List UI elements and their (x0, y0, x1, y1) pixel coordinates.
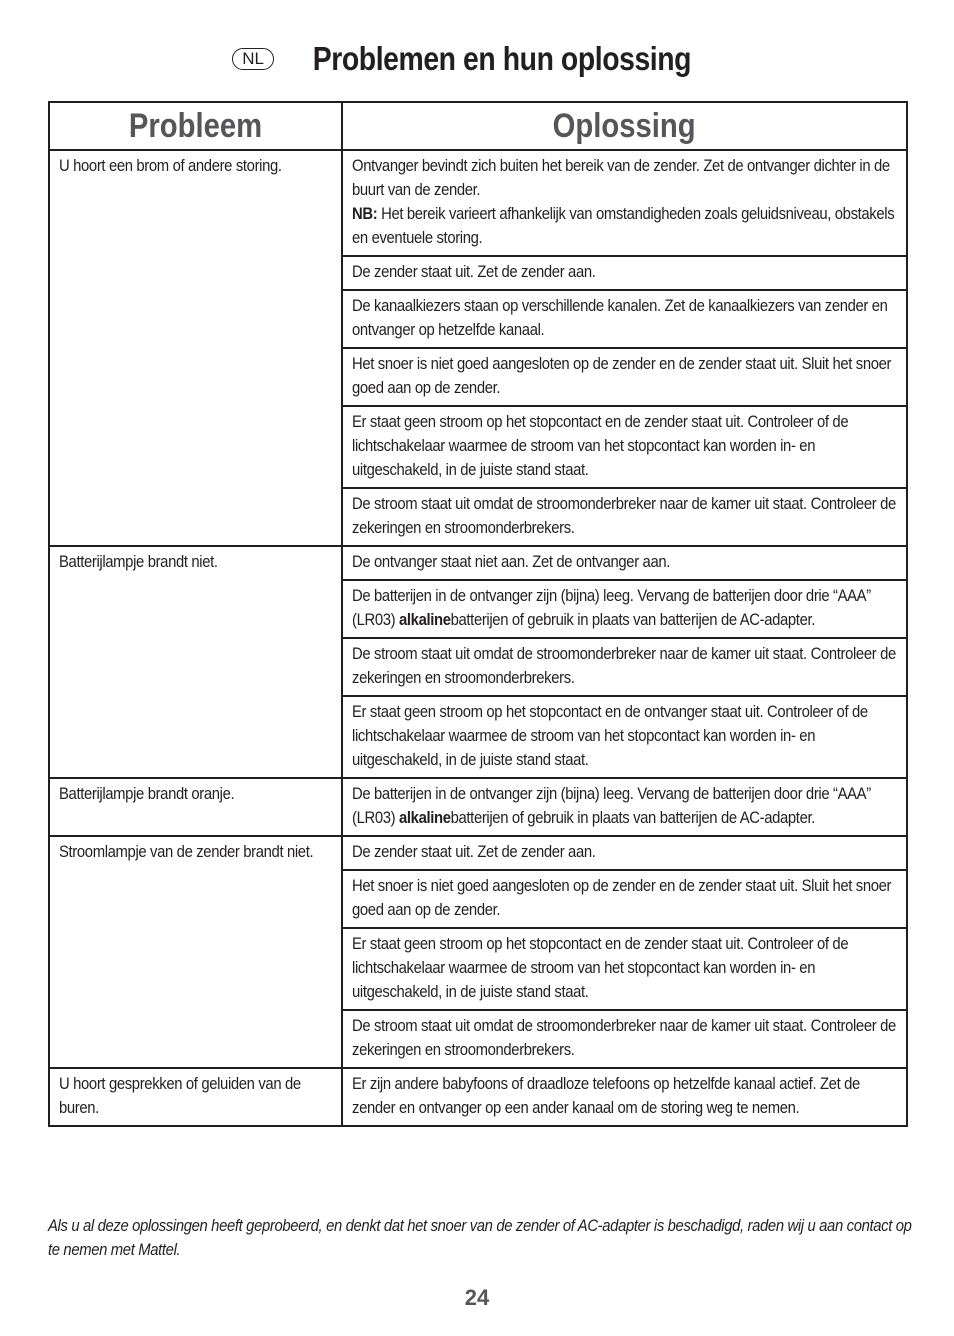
page-title: Problemen en hun oplossing (312, 40, 692, 77)
solution-cell: De zender staat uit. Zet de zender aan. (342, 836, 907, 870)
problem-cell: Stroomlampje van de zender brandt niet. (49, 836, 342, 1068)
footnote: Als u al deze oplossingen heeft geprobeerd, en denkt dat het snoer van de zender of AC-adapter is beschadigd, raden wij u aan contact op te nemen met Mattel. (48, 1217, 912, 1259)
solution-cell: De kanaalkiezers staan op verschillende kanalen. Zet de kanaalkiezers van zender en ontvanger op hetzelfde kanaal. (342, 290, 907, 348)
column-header-solution: Oplossing (342, 102, 907, 150)
table-row (49, 1068, 907, 1126)
solution-cell: De stroom staat uit omdat de stroomonderbreker naar de kamer uit staat. Controleer de zekeringen en stroomonderbrekers. (342, 1010, 907, 1068)
problem-cell: Batterijlampje brandt niet. (49, 546, 342, 778)
table-row (49, 778, 907, 836)
language-badge: NL (232, 48, 274, 70)
solution-cell: De zender staat uit. Zet de zender aan. (342, 256, 907, 290)
solution-cell: Ontvanger bevindt zich buiten het bereik van de zender. Zet de ontvanger dichter in de buurt van de zender. NB: Het bereik varieert afhankelijk van omstandigheden zoals geluidsniveau, obstakels en eventuele storing. (342, 150, 907, 256)
table-row (49, 836, 907, 870)
problem-cell: U hoort gesprekken of geluiden van de buren. (49, 1068, 342, 1126)
troubleshooting-table (48, 101, 908, 1127)
solution-cell: Er staat geen stroom op het stopcontact en de zender staat uit. Controleer of de lichtschakelaar waarmee de stroom van het stopcontact kan worden in- en uitgeschakeld, in de juiste stand staat. (342, 406, 907, 488)
solution-cell: De batterijen in de ontvanger zijn (bijna) leeg. Vervang de batterijen door drie “AAA” (LR03) alkalinebatterijen of gebruik in plaats van batterijen de AC-adapter. (342, 580, 907, 638)
solution-cell: Er staat geen stroom op het stopcontact en de zender staat uit. Controleer of de lichtschakelaar waarmee de stroom van het stopcontact kan worden in- en uitgeschakeld, in de juiste stand staat. (342, 928, 907, 1010)
solution-cell: Er zijn andere babyfoons of draadloze telefoons op hetzelfde kanaal actief. Zet de zender en ontvanger op een ander kanaal om de storing weg te nemen. (342, 1068, 907, 1126)
solution-cell: Er staat geen stroom op het stopcontact en de ontvanger staat uit. Controleer of de lichtschakelaar waarmee de stroom van het stopcontact kan worden in- en uitgeschakeld, in de juiste stand staat. (342, 696, 907, 778)
solution-cell: De stroom staat uit omdat de stroomonderbreker naar de kamer uit staat. Controleer de zekeringen en stroomonderbrekers. (342, 488, 907, 546)
table-row (49, 150, 907, 256)
page-number: 24 (464, 1285, 490, 1310)
solution-cell: Het snoer is niet goed aangesloten op de zender en de zender staat uit. Sluit het snoer goed aan op de zender. (342, 870, 907, 928)
solution-cell: De stroom staat uit omdat de stroomonderbreker naar de kamer uit staat. Controleer de zekeringen en stroomonderbrekers. (342, 638, 907, 696)
page-header (0, 40, 954, 78)
solution-cell: De ontvanger staat niet aan. Zet de ontvanger aan. (342, 546, 907, 580)
note-label: NB: (352, 205, 378, 223)
problem-cell: U hoort een brom of andere storing. (49, 150, 342, 546)
solution-cell: De batterijen in de ontvanger zijn (bijna) leeg. Vervang de batterijen door drie “AAA” (LR03) alkalinebatterijen of gebruik in plaats van batterijen de AC-adapter. (342, 778, 907, 836)
column-header-problem: Probleem (49, 102, 342, 150)
problem-cell: Batterijlampje brandt oranje. (49, 778, 342, 836)
solution-cell: Het snoer is niet goed aangesloten op de zender en de zender staat uit. Sluit het snoer goed aan op de zender. (342, 348, 907, 406)
table-row (49, 546, 907, 580)
